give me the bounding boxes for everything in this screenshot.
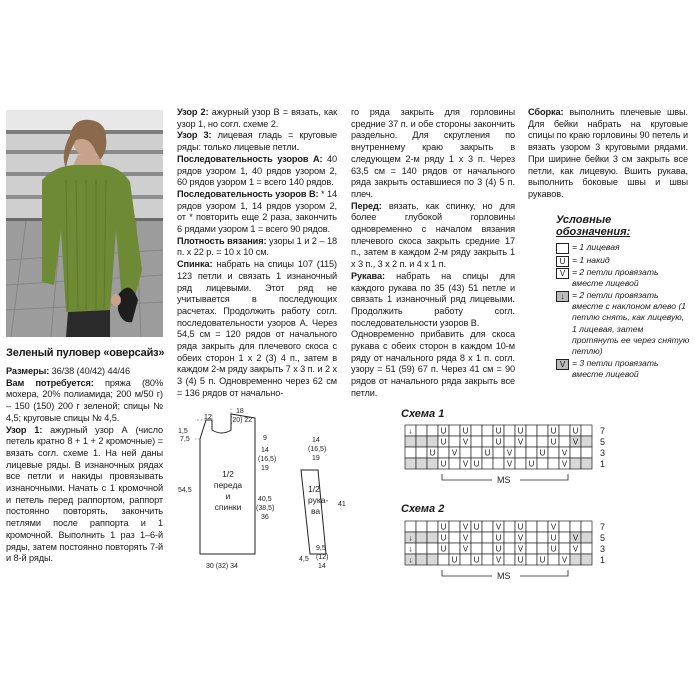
- chart-cell: [449, 543, 460, 554]
- chart-cell: [471, 543, 482, 554]
- k2tog-symbol: V: [462, 522, 469, 532]
- k2tog-symbol: V: [556, 268, 569, 279]
- chart-cell: [471, 436, 482, 447]
- yarn-over-symbol: U: [440, 533, 447, 543]
- k2tog-symbol: V: [517, 437, 524, 447]
- legend-item: [556, 255, 690, 267]
- chart-cell: [504, 521, 515, 532]
- chart-cell: [537, 436, 548, 447]
- scheme-2-row-7: 7: [600, 522, 606, 532]
- scheme-2-row-1: 1: [600, 555, 606, 565]
- sleeves-label: Рукава:: [351, 270, 385, 281]
- sleeves-text: набрать на спицы для каждого рукава по 35 (43) 51 петле и связать 1 изнаночный ряд лицевыми. Продолжить работу согл. последовательности узоров В.: [351, 270, 516, 328]
- piece-label-4: спинки: [214, 502, 242, 512]
- chart-cell: [427, 554, 438, 565]
- front-text: вязать, как спинку, но для более глубокой горловины одновременно с началом вязания плечевого скоса закрыть средние 17 п., затем в каждом 2-м ряду закрыть 1 х 3 п., 3 х 2 п. и 4 х 1 п.: [351, 200, 515, 270]
- chart-cell: [482, 425, 493, 436]
- chart-cell: [482, 554, 493, 565]
- materials-label: Вам потребуется:: [6, 377, 94, 388]
- legend: [556, 214, 690, 381]
- chart-cell: [537, 543, 548, 554]
- k2tog-symbol: V: [462, 437, 469, 447]
- chart-cell: [460, 554, 471, 565]
- k2tog-symbol: V: [495, 555, 502, 565]
- yarn-over-symbol: U: [473, 555, 480, 565]
- chart-cell: [427, 543, 438, 554]
- scheme-1-row-7: 7: [600, 426, 606, 436]
- sleeve-dim-14: 14: [312, 437, 320, 444]
- assembly-text: выполнить плечевые швы. Для бейки набрать на круговые спицы по краю горловины 90 петель и вязать узором 3 круговыми рядами. При ширине бейки 3 см закрыть все петли, как лицевую. Вшить рукава, выполнить боковые швы и швы рукавов.: [528, 107, 689, 199]
- k2tog-symbol: V: [572, 544, 579, 554]
- ssk-symbol: ↓: [408, 555, 413, 565]
- pattern2-label: Узор 2:: [177, 107, 209, 117]
- yarn-over-symbol: U: [440, 459, 447, 469]
- yarn-over-symbol: U: [473, 459, 480, 469]
- dim-14: 14: [261, 447, 269, 454]
- chart-cell: [559, 543, 570, 554]
- chart-cell: [449, 532, 460, 543]
- yarn-over-symbol: U: [528, 459, 535, 469]
- chart-cell: [548, 554, 559, 565]
- legend-item: [556, 358, 690, 380]
- chart-cell: [526, 554, 537, 565]
- chart-cell: [548, 458, 559, 469]
- k2tog-symbol: V: [462, 544, 469, 554]
- column-4: [528, 107, 688, 201]
- page-title: Зеленый пуловер «оверсайз»: [6, 347, 165, 359]
- yarn-over-symbol: U: [517, 426, 524, 436]
- dim-9: 9: [263, 435, 267, 442]
- legend-text: = 3 петли провязать вместе лицевой: [572, 357, 659, 379]
- sleeve-label-3: ва: [311, 506, 321, 516]
- back-label: Спинка:: [177, 259, 213, 270]
- sleeve-dim-41: 41: [338, 501, 346, 508]
- chart-cell: [581, 521, 592, 532]
- chart-cell: [559, 436, 570, 447]
- k2tog-symbol: V: [506, 459, 513, 469]
- dim-19: 19: [261, 465, 269, 472]
- chart-cell: [416, 532, 427, 543]
- pattern1-text: ажурный узор А (число петель кратно 8 + 1 + 2 кромочные) = вязать согл. схеме 1. На ней даны лицевые ряды. В изнаночных рядах все петли и накиды провязывать изнаночными. Начать с 1 кромочной и петель перед раппортом, раппорт постоянно повторять, закончить петлями после раппорта и 1 кромочной. Выполнить 1 раз 1–6-й ряды, затем постоянно повторять 7-й и 8-й ряды.: [6, 424, 163, 564]
- chart-cell: [515, 447, 526, 458]
- chart-cell: [537, 521, 548, 532]
- dim-7-5: 7,5: [180, 436, 190, 443]
- chart-cell: [581, 554, 592, 565]
- scheme-1-chart: [400, 424, 610, 488]
- chart-cell: [581, 425, 592, 436]
- chart-cell: [427, 458, 438, 469]
- scheme-1-row-5: 5: [600, 437, 606, 447]
- sleeve-dim-12: (12): [316, 554, 329, 561]
- k2tog-symbol: V: [451, 448, 458, 458]
- chart-cell: [449, 521, 460, 532]
- chart-cell: [482, 521, 493, 532]
- yarn-over-symbol: U: [495, 437, 502, 447]
- yarn-over-symbol: U: [517, 555, 524, 565]
- yarn-over-symbol: U: [550, 533, 557, 543]
- chart-cell: [482, 543, 493, 554]
- chart-cell: [559, 532, 570, 543]
- chart-cell: [416, 447, 427, 458]
- ssk-symbol: ↓: [556, 291, 569, 302]
- chart-cell: [559, 425, 570, 436]
- chart-cell: [570, 554, 581, 565]
- chart-cell: [493, 458, 504, 469]
- chart-cell: [504, 532, 515, 543]
- sequence-b-label: Последовательность узоров В:: [177, 188, 319, 199]
- scheme-1-row-3: 3: [600, 448, 606, 458]
- chart-cell: [581, 458, 592, 469]
- legend-text: = 2 петли провязать вместе с наклоном влево (1 петлю снять, как лицевую, 1 лицевая, затем протянуть ее через снятую петлю): [572, 289, 690, 356]
- chart-cell: [526, 532, 537, 543]
- sequence-b-text: * 14 рядов узором 1, 14 рядов узором 2, от * повторить еще 2 раза, закончить 6 рядами узором 1 = всего 90 рядов.: [177, 188, 338, 235]
- assembly-label: Сборка:: [528, 107, 564, 117]
- sleeves-text-2: Одновременно прибавить для скоса рукава с обеих сторон в каждом 10-м ряду от начального ряда 8 х 1 п. согл. узору = 51 (59) 67 п. Через 41 см = 90 рядов от начального ряда закрыть все петли.: [351, 329, 515, 398]
- dim-20-22: (20) 22: [230, 417, 253, 424]
- chart-cell: [471, 532, 482, 543]
- legend-text: = 2 петли провязать вместе лицевой: [572, 267, 659, 289]
- k2tog-symbol: V: [572, 533, 579, 543]
- yarn-over-symbol: U: [440, 544, 447, 554]
- chart-cell: [482, 436, 493, 447]
- scheme-2-row-5: 5: [600, 533, 606, 543]
- k2tog-symbol: V: [561, 459, 568, 469]
- k2tog-symbol: V: [462, 459, 469, 469]
- chart-cell: [537, 425, 548, 436]
- legend-item: [556, 242, 690, 254]
- sequence-a-text: 40 рядов узором 1, 40 рядов узором 2, 60 рядов узором 1 = всего 140 рядов.: [177, 153, 338, 188]
- legend-text: = 1 лицевая: [572, 242, 620, 252]
- chart-cell: [526, 425, 537, 436]
- back-continued-text: го ряда закрыть для горловины средние 37 п. и обе стороны закончить раздельно. Для скругления по внутреннему краю закрыть в следующем 2-м ряду 1 х 3 п. Через 63,5 см = 140 рядов от начального ряда закрыть оставшиеся по 3 (4) 5 п. плеч.: [351, 107, 515, 199]
- chart-cell: [438, 554, 449, 565]
- chart-cell: [526, 543, 537, 554]
- dim-12: 12: [204, 414, 212, 421]
- scheme-2-chart: [400, 520, 610, 584]
- dim-bottom: 30 (32) 34: [206, 563, 238, 570]
- sizes-text: 36/38 (40/42) 44/46: [51, 366, 130, 376]
- chart-cell: [427, 425, 438, 436]
- chart-cell: [537, 458, 548, 469]
- yarn-over-symbol: U: [539, 555, 546, 565]
- yarn-over-symbol: U: [495, 426, 502, 436]
- legend-title-2: обозначения:: [556, 226, 631, 238]
- legend-item: [556, 290, 690, 357]
- chart-cell: [471, 447, 482, 458]
- k2tog-symbol: V: [506, 448, 513, 458]
- chart-cell: [416, 436, 427, 447]
- pattern3-text: лицевая гладь = круговые ряды: только лицевые петли.: [177, 130, 337, 153]
- chart-cell: [570, 447, 581, 458]
- k2tog-symbol: V: [517, 544, 524, 554]
- chart-cell: [537, 532, 548, 543]
- yarn-over-symbol: U: [495, 544, 502, 554]
- chart-cell: [427, 532, 438, 543]
- dim-36: 36: [261, 514, 269, 521]
- scheme-1-row-1: 1: [600, 459, 606, 469]
- yarn-over-symbol: U: [495, 533, 502, 543]
- chart-cell: [427, 436, 438, 447]
- yarn-over-symbol: U: [429, 448, 436, 458]
- scheme-2-ms-label: MS: [497, 571, 511, 581]
- k2tog-symbol: V: [462, 533, 469, 543]
- chart-cell: [438, 447, 449, 458]
- k3tog-symbol: V: [556, 359, 569, 370]
- chart-cell: [559, 521, 570, 532]
- chart-cell: [581, 436, 592, 447]
- sleeve-dim-9-5: 9,5: [316, 545, 326, 552]
- pattern2-text: ажурный узор В = вязать, как узор 1, но согл. схеме 2.: [177, 107, 338, 129]
- dim-18: 18: [236, 408, 244, 415]
- yarn-over-symbol: U: [440, 437, 447, 447]
- chart-cell: [416, 425, 427, 436]
- yarn-over-symbol: U: [517, 522, 524, 532]
- density-text: узоры 1 и 2 – 18 п. х 22 р. = 10 х 10 см.: [177, 235, 337, 258]
- chart-cell: [482, 458, 493, 469]
- sleeve-dim-4-5: 4,5: [299, 556, 309, 563]
- piece-label-2: переда: [213, 480, 243, 490]
- chart-cell: [449, 458, 460, 469]
- chart-cell: [482, 532, 493, 543]
- chart-cell: [504, 554, 515, 565]
- sleeve-dim-19: 19: [312, 455, 320, 462]
- chart-cell: [526, 436, 537, 447]
- chart-cell: [581, 532, 592, 543]
- dim-1-5: 1,5: [178, 428, 188, 435]
- k2tog-symbol: V: [550, 522, 557, 532]
- yarn-over-symbol: U: [556, 256, 569, 267]
- dim-40-5: 40,5: [258, 496, 272, 503]
- scheme-2-row-3: 3: [600, 544, 606, 554]
- density-label: Плотность вязания:: [177, 235, 267, 246]
- yarn-over-symbol: U: [440, 426, 447, 436]
- scheme-2-title: Схема 2: [401, 503, 445, 515]
- k2tog-symbol: V: [517, 533, 524, 543]
- yarn-over-symbol: U: [440, 522, 447, 532]
- chart-cell: [504, 543, 515, 554]
- chart-cell: [416, 521, 427, 532]
- chart-cell: [449, 425, 460, 436]
- sleeve-pattern: [296, 434, 356, 574]
- chart-cell: [471, 425, 482, 436]
- chart-cell: [570, 458, 581, 469]
- yarn-over-symbol: U: [462, 426, 469, 436]
- chart-cell: [405, 458, 416, 469]
- yarn-over-symbol: U: [484, 448, 491, 458]
- back-text: набрать на спицы 107 (115) 123 петли и связать 1 изнаночный ряд лицевыми. Этот ряд не учитывается в последующих расчетах. Продолжить работу согл. последовательности узоров А. Через 54,5 см = 120 рядов от начального ряда закрыть для плечевого скоса с обеих сторон 1 х 2 (3) 4 п., затем в каждом 2-м ряду закрыть 7 х 3 п. и 2 х 3 (4) 5 п. Одновременно через 62 см = 136 рядов от начально-: [177, 259, 337, 398]
- scheme-1-title: Схема 1: [401, 408, 445, 420]
- chart-cell: [405, 447, 416, 458]
- yarn-over-symbol: U: [572, 426, 579, 436]
- column-1: [6, 366, 163, 565]
- legend-item: [556, 267, 690, 289]
- dim-16-5: (16,5): [258, 456, 277, 463]
- sizes-label: Размеры:: [6, 366, 50, 376]
- chart-cell: [581, 447, 592, 458]
- chart-cell: [460, 447, 471, 458]
- chart-cell: [504, 436, 515, 447]
- chart-cell: [526, 521, 537, 532]
- dim-54-5: 54,5: [178, 487, 192, 494]
- sweater-photo: [6, 110, 163, 337]
- chart-cell: [493, 447, 504, 458]
- dim-38-5: (38,5): [256, 505, 275, 512]
- scheme-1-ms-label: MS: [497, 475, 511, 485]
- knit-symbol: [556, 243, 569, 254]
- sleeve-label-1: 1/2: [308, 484, 320, 494]
- legend-text: = 1 накид: [572, 254, 610, 265]
- yarn-over-symbol: U: [550, 426, 557, 436]
- k2tog-symbol: V: [561, 555, 568, 565]
- k2tog-symbol: V: [572, 437, 579, 447]
- chart-cell: [515, 458, 526, 469]
- piece-label-3: и: [225, 491, 231, 501]
- yarn-over-symbol: U: [550, 544, 557, 554]
- pattern1-label: Узор 1:: [6, 424, 43, 435]
- chart-cell: [581, 543, 592, 554]
- yarn-over-symbol: U: [550, 437, 557, 447]
- ssk-symbol: ↓: [408, 544, 413, 554]
- yarn-over-symbol: U: [539, 448, 546, 458]
- sleeve-dim-16-5: (16,5): [308, 446, 327, 453]
- sleeve-dim-14b: 14: [318, 563, 326, 570]
- ssk-symbol: ↓: [408, 533, 413, 543]
- chart-cell: [427, 521, 438, 532]
- chart-cell: [405, 436, 416, 447]
- materials-text: пряжа (80% мохера, 20% полиамида; 200 м/50 г) – 150 (150) 200 г зеленой; спицы № 4,5; круговые спицы № 4,5.: [6, 377, 164, 423]
- yarn-over-symbol: U: [473, 522, 480, 532]
- piece-label-1: 1/2: [222, 469, 234, 479]
- front-label: Перед:: [351, 200, 382, 211]
- chart-cell: [570, 521, 581, 532]
- chart-cell: [449, 436, 460, 447]
- chart-cell: [416, 554, 427, 565]
- chart-cell: [416, 458, 427, 469]
- chart-cell: [416, 543, 427, 554]
- column-3: [351, 107, 515, 400]
- yarn-over-symbol: U: [451, 555, 458, 565]
- sequence-a-label: Последовательность узоров А:: [177, 153, 323, 164]
- ssk-symbol: ↓: [408, 426, 413, 436]
- k2tog-symbol: V: [561, 448, 568, 458]
- chart-cell: [548, 447, 559, 458]
- legend-title-1: Условные: [556, 214, 612, 226]
- front-back-pattern: [176, 404, 286, 574]
- k2tog-symbol: V: [495, 522, 502, 532]
- pattern3-label: Узор 3:: [177, 130, 212, 141]
- chart-cell: [405, 521, 416, 532]
- chart-cell: [526, 447, 537, 458]
- sleeve-label-2: рука-: [308, 495, 329, 505]
- column-2: [177, 107, 337, 400]
- chart-cell: [504, 425, 515, 436]
